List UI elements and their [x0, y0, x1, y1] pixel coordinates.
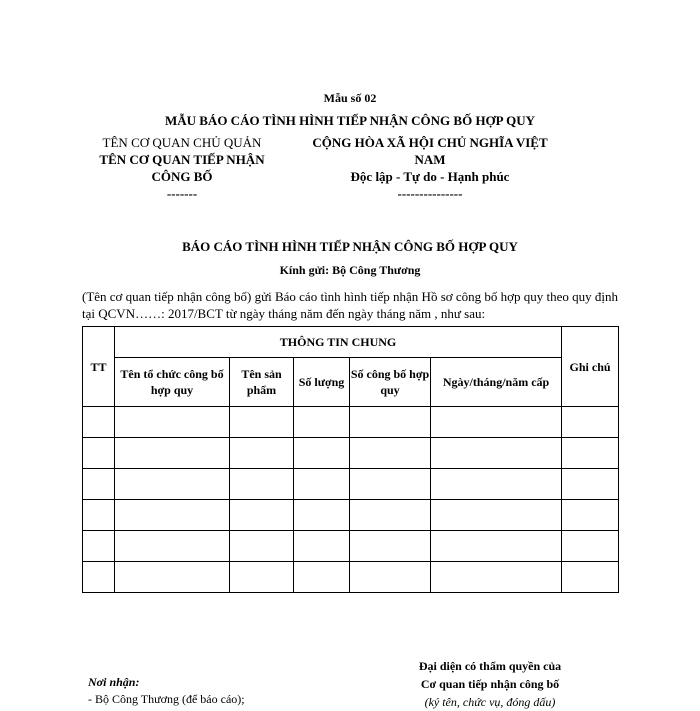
table-cell — [83, 469, 115, 500]
nation-separator: --------------- — [397, 186, 463, 201]
table-cell — [230, 562, 294, 593]
header-product-name: Tên sản phẩm — [230, 358, 294, 407]
table-cell — [115, 562, 230, 593]
agency-block — [82, 134, 282, 202]
nation-motto: Độc lập - Tự do - Hạnh phúc — [350, 169, 510, 184]
table-cell — [350, 407, 431, 438]
intro-paragraph: (Tên cơ quan tiếp nhận công bố) gửi Báo cáo tình hình tiếp nhận Hồ sơ công bố hợp quy theo quy định tại QCVN……: 2017/BCT từ ngày tháng năm đến ngày tháng năm , như sau: — [82, 289, 619, 321]
table-cell — [562, 438, 619, 469]
header-general-info: THÔNG TIN CHUNG — [115, 327, 562, 358]
table-cell — [431, 407, 562, 438]
table-cell — [230, 500, 294, 531]
report-table — [82, 326, 619, 593]
table-row — [83, 469, 619, 500]
table-cell — [294, 531, 350, 562]
recipients-label: Nơi nhận: — [88, 675, 140, 689]
table-cell — [115, 407, 230, 438]
table-cell — [562, 500, 619, 531]
header-announcement-number: Số công bố hợp quy — [350, 358, 431, 407]
form-title: MẪU BÁO CÁO TÌNH HÌNH TIẾP NHẬN CÔNG BỐ HỢP QUY — [164, 113, 536, 128]
form-number: Mẫu số 02 — [323, 91, 377, 105]
table-cell — [431, 562, 562, 593]
table-row — [83, 407, 619, 438]
signature-block — [360, 657, 620, 711]
nation-name: CỘNG HÒA XÃ HỘI CHỦ NGHĨA VIỆT NAM — [312, 135, 548, 167]
agency-separator: ------- — [166, 186, 198, 201]
table-cell — [294, 407, 350, 438]
table-cell — [562, 531, 619, 562]
parent-agency-name: TÊN CƠ QUAN CHỦ QUẢN — [102, 135, 262, 150]
receiving-agency-name: TÊN CƠ QUAN TIẾP NHẬN — [99, 152, 265, 167]
signature-line2: Cơ quan tiếp nhận công bố — [420, 677, 560, 691]
header-notes: Ghi chú — [562, 327, 619, 407]
national-header — [296, 134, 564, 202]
table-cell — [83, 531, 115, 562]
table-row — [83, 500, 619, 531]
table-cell — [115, 469, 230, 500]
table-cell — [562, 407, 619, 438]
table-cell — [115, 531, 230, 562]
table-cell — [431, 500, 562, 531]
table-cell — [115, 438, 230, 469]
table-cell — [83, 438, 115, 469]
table-cell — [350, 531, 431, 562]
table-cell — [431, 469, 562, 500]
table-cell — [431, 531, 562, 562]
table-cell — [562, 469, 619, 500]
table-cell — [350, 562, 431, 593]
report-title: BÁO CÁO TÌNH HÌNH TIẾP NHẬN CÔNG BỐ HỢP QUY — [182, 239, 518, 254]
table-cell — [230, 531, 294, 562]
signature-line3: (ký tên, chức vụ, đóng dấu) — [424, 695, 556, 709]
table-cell — [230, 438, 294, 469]
table-row — [83, 562, 619, 593]
signature-line1: Đại diện có thẩm quyền của — [418, 659, 562, 673]
recipients-item: - Bộ Công Thương (để báo cáo); — [88, 692, 245, 706]
table-cell — [350, 469, 431, 500]
table-cell — [294, 438, 350, 469]
table-cell — [230, 469, 294, 500]
table-cell — [230, 407, 294, 438]
table-cell — [350, 438, 431, 469]
table-row — [83, 438, 619, 469]
header-issue-date: Ngày/tháng/năm cấp — [431, 358, 562, 407]
addressee: Kính gửi: Bộ Công Thương — [279, 263, 421, 277]
header-quantity: Số lượng — [294, 358, 350, 407]
header-org-name: Tên tổ chức công bố hợp quy — [115, 358, 230, 407]
table-row — [83, 531, 619, 562]
table-cell — [83, 562, 115, 593]
table-cell — [115, 500, 230, 531]
table-cell — [83, 407, 115, 438]
table-cell — [431, 438, 562, 469]
table-cell — [294, 469, 350, 500]
table-cell — [350, 500, 431, 531]
header-tt: TT — [83, 327, 115, 407]
table-cell — [294, 500, 350, 531]
table-cell — [294, 562, 350, 593]
table-cell — [83, 500, 115, 531]
table-cell — [562, 562, 619, 593]
receiving-agency-name-cont: CÔNG BỐ — [151, 169, 213, 184]
